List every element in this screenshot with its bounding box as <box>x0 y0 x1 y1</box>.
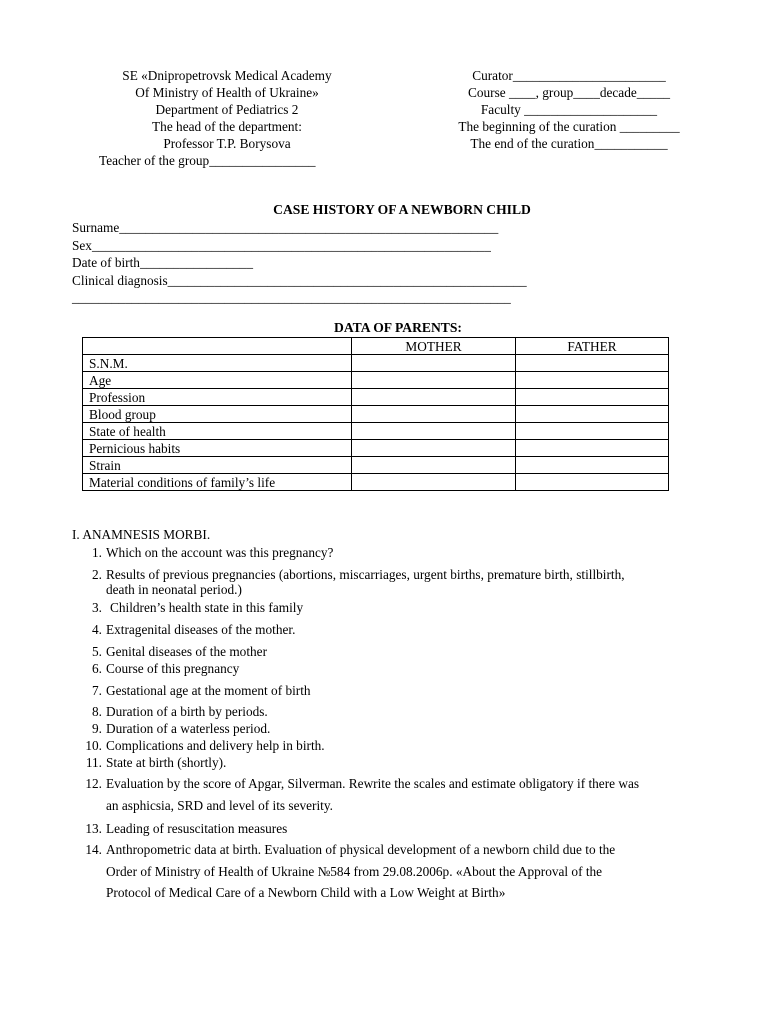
teacher-field[interactable]: Teacher of the group________________ <box>99 153 316 168</box>
item-number: 1. <box>92 545 102 560</box>
curation-start-field[interactable]: The beginning of the curation _________ <box>458 119 680 134</box>
item-number: 4. <box>92 622 102 637</box>
mother-cell[interactable] <box>352 355 516 372</box>
father-column-header: FATHER <box>516 338 669 355</box>
item-text-continuation: an asphicsia, SRD and level of its severity. <box>106 797 333 813</box>
item-text: Extragenital diseases of the mother. <box>106 622 296 637</box>
item-number: 5. <box>92 644 102 659</box>
item-text: Which on the account was this pregnancy? <box>106 545 334 560</box>
row-label: State of health <box>83 423 352 440</box>
father-cell[interactable] <box>516 372 669 389</box>
row-label: Age <box>83 372 352 389</box>
item-number: 14. <box>85 842 102 857</box>
mother-cell[interactable] <box>352 440 516 457</box>
item-text: Evaluation by the score of Apgar, Silverman. Rewrite the scales and estimate obligatory if there was <box>106 776 640 791</box>
father-cell[interactable] <box>516 389 669 406</box>
item-text-continuation: death in neonatal period.) <box>106 582 242 598</box>
row-label: Strain <box>83 457 352 474</box>
case-fields-block <box>72 220 632 308</box>
mother-cell[interactable] <box>352 457 516 474</box>
row-label: Blood group <box>83 406 352 423</box>
table-row <box>83 457 669 474</box>
head-name: Professor T.P. Borysova <box>163 136 291 151</box>
item-number: 11. <box>85 755 102 770</box>
table-header-row <box>83 338 669 355</box>
item-text: Course of this pregnancy <box>106 661 240 676</box>
parents-data-table <box>82 337 669 491</box>
curation-end-field[interactable]: The end of the curation___________ <box>470 136 668 151</box>
row-label: Material conditions of family’s life <box>83 474 352 491</box>
department-name: Department of Pediatrics 2 <box>155 102 299 117</box>
table-row <box>83 355 669 372</box>
academy-name: SE «Dnipropetrovsk Medical Academy <box>122 68 332 83</box>
course-group-decade-field[interactable]: Course ____, group____decade_____ <box>468 85 670 100</box>
item-text: Children’s health state in this family <box>110 600 304 615</box>
sex-field[interactable]: Sex____________________________________________________________ <box>72 237 491 253</box>
mother-cell[interactable] <box>352 372 516 389</box>
father-cell[interactable] <box>516 423 669 440</box>
clinical-diagnosis-field[interactable]: Clinical diagnosis______________________________________________________ <box>72 272 527 288</box>
item-text: Leading of resuscitation measures <box>106 821 288 836</box>
item-text: Duration of a birth by periods. <box>106 704 268 719</box>
table-row <box>83 389 669 406</box>
clinical-diagnosis-continuation-field[interactable]: __________________________________________________________________ <box>72 290 511 305</box>
item-number: 9. <box>92 721 102 736</box>
header-left-block <box>96 68 358 170</box>
item-number: 6. <box>92 661 102 676</box>
row-label: Profession <box>83 389 352 406</box>
row-label: Pernicious habits <box>83 440 352 457</box>
item-text: Duration of a waterless period. <box>106 721 271 736</box>
father-cell[interactable] <box>516 474 669 491</box>
item-text: State at birth (shortly). <box>106 755 227 770</box>
parents-data-title: DATA OF PARENTS: <box>334 320 462 335</box>
case-history-title: CASE HISTORY OF A NEWBORN CHILD <box>273 202 531 217</box>
father-cell[interactable] <box>516 457 669 474</box>
date-of-birth-field[interactable]: Date of birth_________________ <box>72 255 253 270</box>
header-right-block <box>434 68 704 153</box>
table-corner-cell <box>83 338 352 355</box>
faculty-field[interactable]: Faculty ____________________ <box>480 102 658 117</box>
mother-cell[interactable] <box>352 474 516 491</box>
table-row <box>83 440 669 457</box>
item-text-continuation: Order of Ministry of Health of Ukraine №584 from 29.08.2006р. «About the Approval of the <box>106 863 603 879</box>
mother-column-header: MOTHER <box>352 338 516 355</box>
curator-field[interactable]: Curator_______________________ <box>472 68 666 83</box>
father-cell[interactable] <box>516 355 669 372</box>
item-number: 12. <box>85 776 102 791</box>
surname-field[interactable]: Surname_________________________________________________________ <box>72 220 499 235</box>
ministry-name: Of Ministry of Health of Ukraine» <box>135 85 319 100</box>
item-text-continuation: Protocol of Medical Care of a Newborn Child with a Low Weight at Birth» <box>106 885 506 900</box>
father-cell[interactable] <box>516 406 669 423</box>
item-text: Gestational age at the moment of birth <box>106 683 311 698</box>
table-row <box>83 423 669 440</box>
item-text: Complications and delivery help in birth. <box>106 738 325 753</box>
item-number: 8. <box>92 704 102 719</box>
mother-cell[interactable] <box>352 389 516 406</box>
table-row <box>83 474 669 491</box>
item-number: 2. <box>92 567 102 582</box>
item-number: 3. <box>92 600 102 615</box>
item-text: Genital diseases of the mother <box>106 644 267 659</box>
table-row <box>83 406 669 423</box>
item-number: 10. <box>85 738 102 753</box>
mother-cell[interactable] <box>352 423 516 440</box>
father-cell[interactable] <box>516 440 669 457</box>
mother-cell[interactable] <box>352 406 516 423</box>
item-number: 13. <box>85 821 102 836</box>
table-row <box>83 372 669 389</box>
head-label: The head of the department: <box>152 119 302 134</box>
item-number: 7. <box>92 683 102 698</box>
item-text: Anthropometric data at birth. Evaluation of physical development of a newborn child due to the <box>106 842 616 857</box>
anamnesis-section-title: I. ANAMNESIS MORBI. <box>72 527 211 542</box>
row-label: S.N.M. <box>83 355 352 372</box>
item-text: Results of previous pregnancies (abortions, miscarriages, urgent births, premature birth, stillbirth, <box>106 567 625 582</box>
